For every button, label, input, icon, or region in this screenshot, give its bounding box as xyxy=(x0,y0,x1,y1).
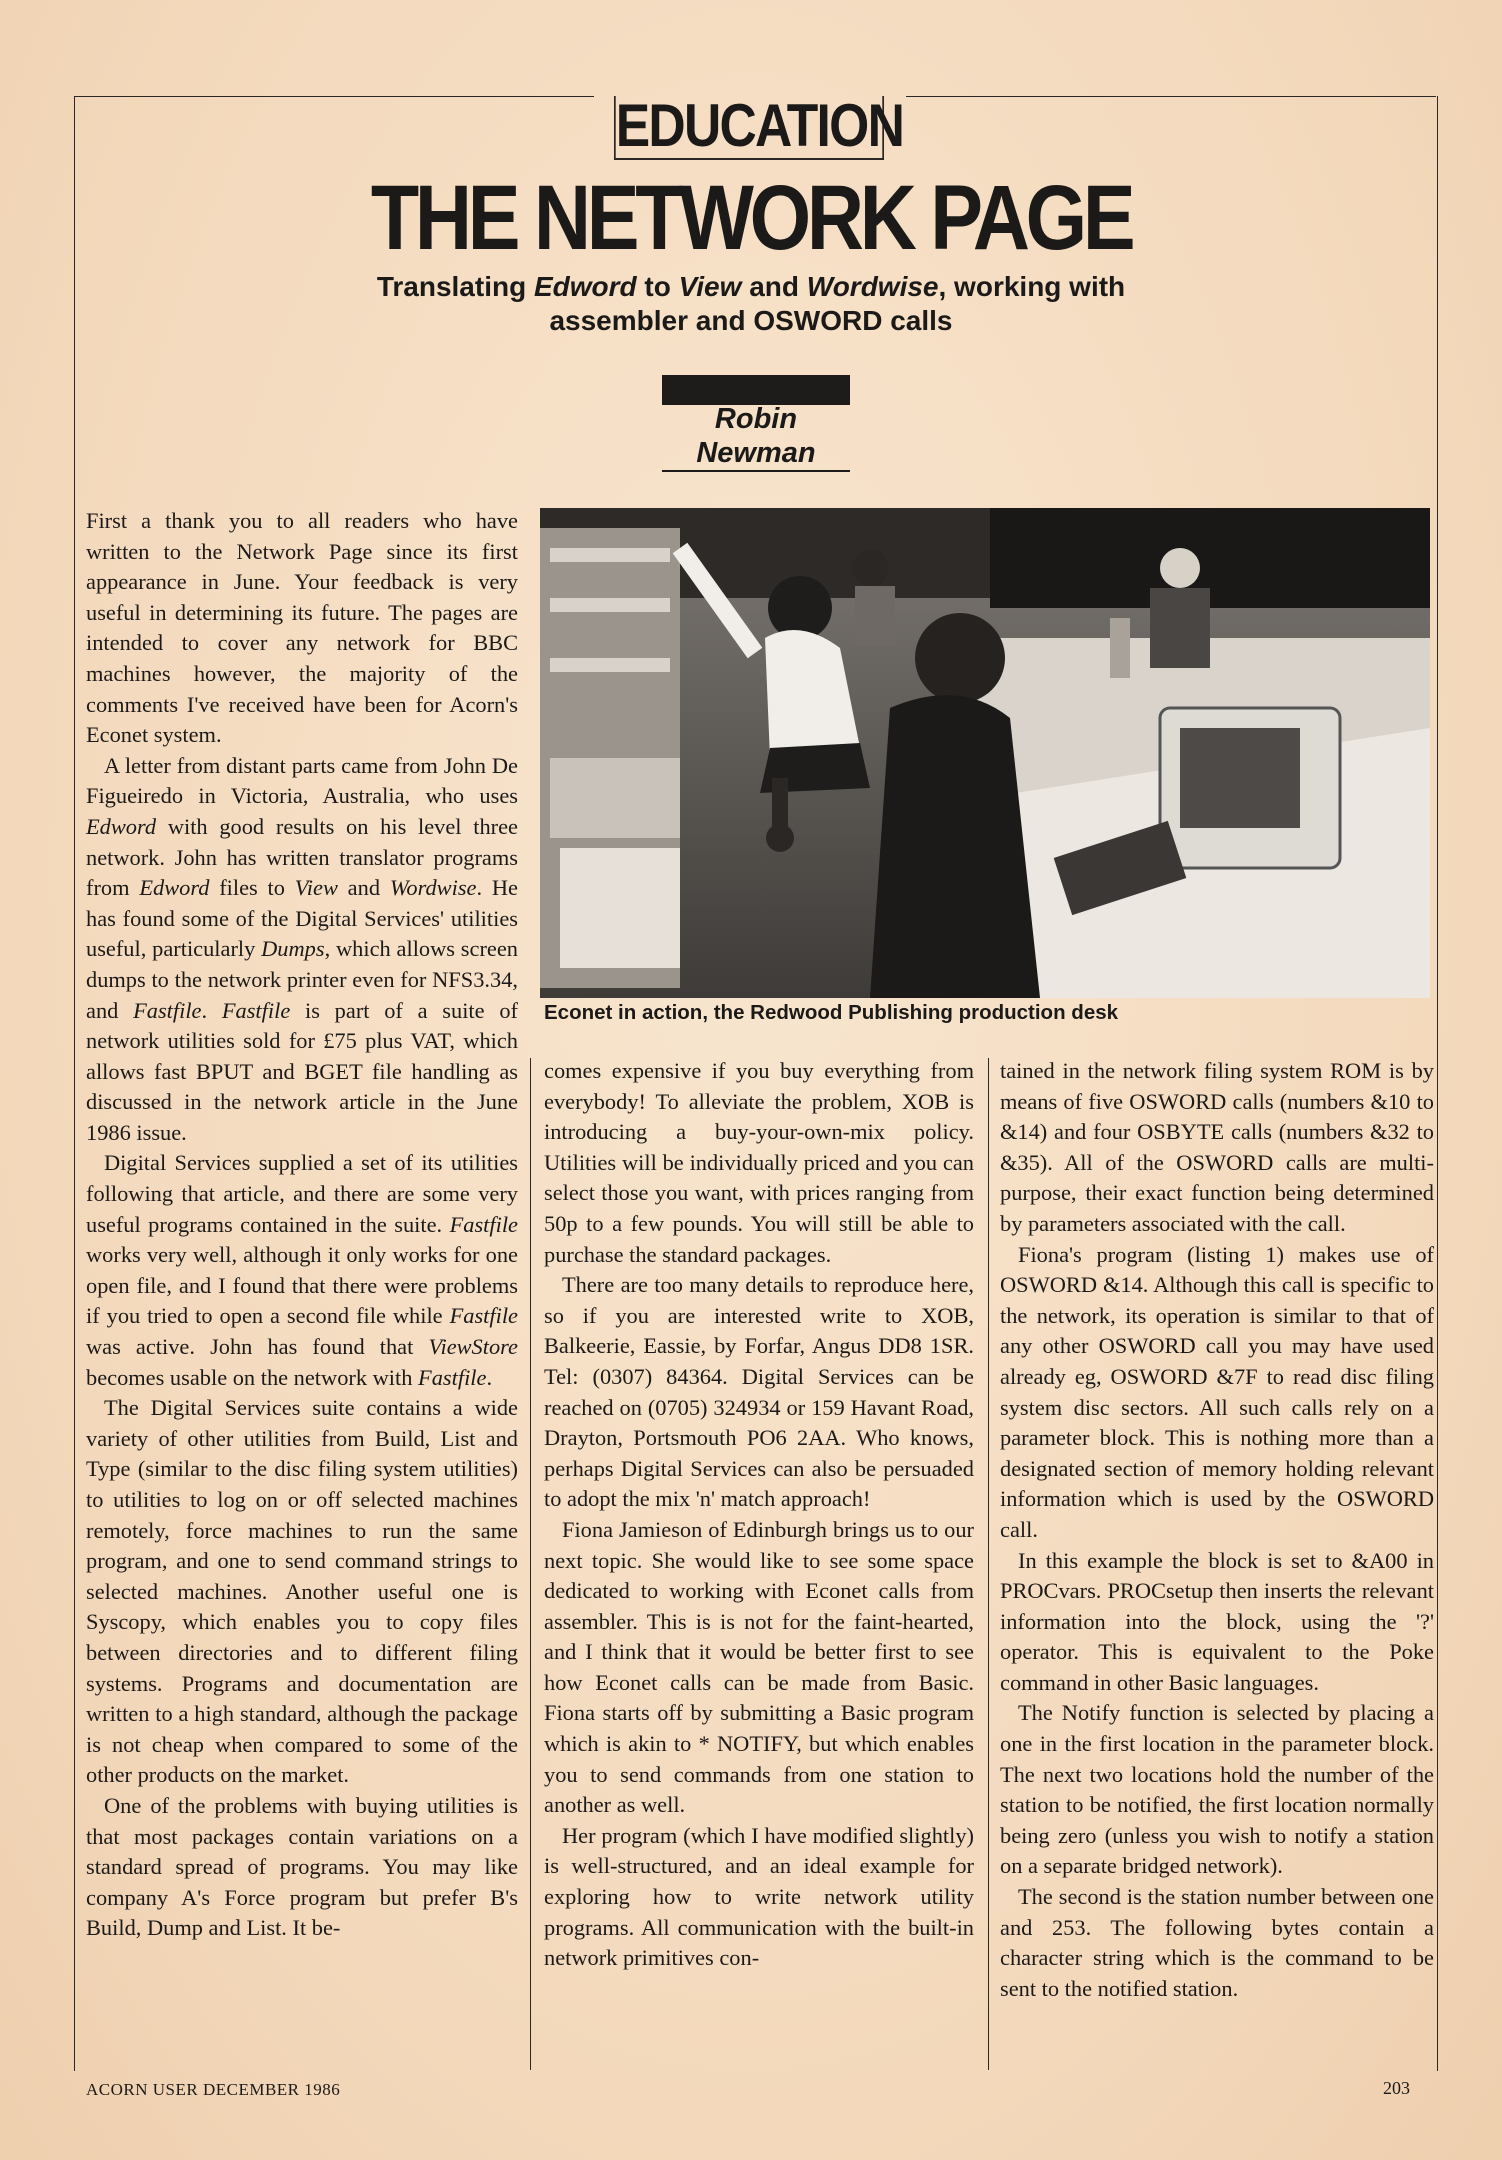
paragraph: Her program (which I have modified slightly) is well-structured, and an ideal example for exploring how to write network utility programs. All communication with the built-in network primitives con- xyxy=(544,1822,974,1971)
article-column-3 xyxy=(1000,1056,1434,2004)
standfirst: Translating Edword to View and Wordwise, working with assembler and OSWORD calls xyxy=(376,271,1126,336)
office-photo xyxy=(540,508,1430,998)
page-title xyxy=(0,167,1502,269)
page-title-text: THE NETWORK PAGE xyxy=(370,167,1132,269)
paragraph: The Digital Services suite contains a wide variety of other utilities from Build, List and Type (similar to the disc filing system utilities) to utilities to log on or off selected machines remotely, force machines to run the same program, and one to send command strings to selected machines. Another useful one is Syscopy, which enables you to copy files between directories and to different filing systems. Programs and documentation are written to a high standard, although the package is not cheap when compared to some of the other products on the market. xyxy=(86,1395,518,1788)
author-byline: Robin Newman xyxy=(662,402,850,472)
paragraph: There are too many details to reproduce here, so if you are interested write to XOB, Balkeerie, Eassie, by Forfar, Angus DD8 1SR. Tel: (0307) 84364. Digital Services can be reached on (0705) 324934 or 159 Havant Road, Drayton, Portsmouth PO6 2AA. Who knows, perhaps Digital Services can also be persuaded to adopt the mix 'n' match approach! xyxy=(544,1272,974,1512)
paragraph: The second is the station number between one and 253. The following bytes contain a character string which is the command to be sent to the notified station. xyxy=(1000,1884,1434,2001)
magazine-footer: ACORN USER DECEMBER 1986 xyxy=(86,2080,341,2099)
paragraph: Fiona Jamieson of Edinburgh brings us to our next topic. She would like to see some space dedicated to working with Econet calls from assembler. This is is not for the faint-hearted, and I think that it would be better first to see how Econet calls can be made from Basic. Fiona starts off by submitting a Basic program which is akin to * NOTIFY, but which enables you to send commands from one station to another as well. xyxy=(544,1516,974,1818)
article-column-2 xyxy=(544,1056,974,1974)
section-label: EDUCATION xyxy=(615,92,904,159)
column-rule xyxy=(530,1058,531,2070)
paragraph: tained in the network filing system ROM is by means of five OSWORD calls (numbers &10 to &14) and four OSBYTE calls (numbers &32 to &35). All of the OSWORD calls are multi-purpose, their exact function being determined by parameters associated with the call. xyxy=(1000,1058,1434,1236)
frame-top-rule-right xyxy=(906,96,1436,97)
paragraph: In this example the block is set to &A00 in PROCvars. PROCsetup then inserts the relevant information into the block, using the '?' operator. This is equivalent to the Poke command in other Basic languages. xyxy=(1000,1547,1434,1695)
page-number: 203 xyxy=(1383,2078,1410,2098)
byline-bar xyxy=(662,375,850,405)
paragraph: A letter from distant parts came from John De Figueiredo in Victoria, Australia, who uses Edword with good results on his level three network. John has written translator programs from Edword files to View and Wordwise. He has found some of the Digital Services' utilities useful, particularly Dumps, which allows screen dumps to the network printer even for NFS3.34, and Fastfile. Fastfile is part of a suite of network utilities sold for £75 plus VAT, which allows fast BPUT and BGET file handling as discussed in the network article in the June 1986 issue. xyxy=(86,752,518,1145)
paragraph: The Notify function is selected by placing a one in the first location in the parameter block. The next two locations hold the number of the station to be notified, the first location normally being zero (unless you wish to notify a station on a separate bridged network). xyxy=(1000,1700,1434,1879)
paragraph: First a thank you to all readers who have written to the Network Page since its first appearance in June. Your feedback is very useful in determining its future. The pages are intended to cover any network for BBC machines however, the majority of the comments I've received have been for Acorn's Econet system. xyxy=(86,508,518,748)
photo-illustration xyxy=(540,508,1430,998)
photo-caption: Econet in action, the Redwood Publishing production desk xyxy=(544,1001,1119,1024)
frame-top-rule-left xyxy=(74,96,594,97)
paragraph: Fiona's program (listing 1) makes use of OSWORD &14. Although this call is specific to the network, its operation is similar to that of any other OSWORD call you may have used already eg, OSWORD &7F to read disc filing system disc sectors. All such calls rely on a parameter block. This is nothing more than a designated section of memory holding relevant information which is used by the OSWORD call. xyxy=(1000,1241,1434,1542)
column-rule xyxy=(988,1058,989,2070)
article-column-1 xyxy=(86,506,518,1944)
paragraph: One of the problems with buying utilities is that most packages contain variations on a standard spread of programs. You may like company A's Force program but prefer B's Build, Dump and List. It be- xyxy=(86,1792,518,1941)
paragraph: Digital Services supplied a set of its utilities following that article, and there are some very useful programs contained in the suite. Fastfile works very well, although it only works for one open file, and I found that there were problems if you tried to open a second file while Fastfile was active. John has found that ViewStore becomes usable on the network with Fastfile. xyxy=(86,1150,518,1390)
paragraph: comes expensive if you buy everything from everybody! To alleviate the problem, XOB is introducing a buy-your-own-mix policy. Utilities will be individually priced and you can select those you want, with prices ranging from 50p to a few pounds. You will still be able to purchase the standard packages. xyxy=(544,1058,974,1267)
